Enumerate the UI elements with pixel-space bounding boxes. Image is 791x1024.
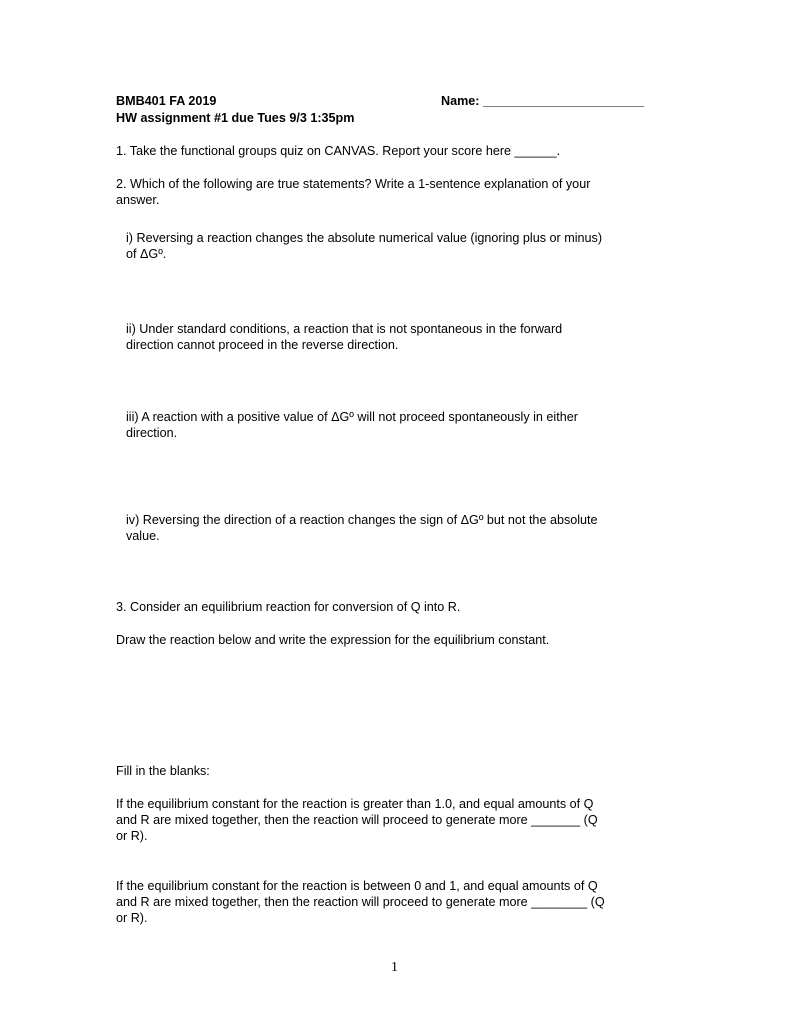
blank-a-line-2: and R are mixed together, then the reaction will proceed to generate more _______ (Q — [116, 813, 598, 827]
statement-iii-line-2: direction. — [126, 426, 178, 440]
statement-i-line-1: i) Reversing a reaction changes the absolute numerical value (ignoring plus or minus) — [126, 231, 603, 245]
blank-a-line-3: or R). — [116, 829, 148, 843]
blank-b-line-2: and R are mixed together, then the reaction will proceed to generate more ________ (Q — [116, 895, 605, 909]
statement-ii-line-1: ii) Under standard conditions, a reaction that is not spontaneous in the forward — [126, 322, 563, 336]
statement-iv-line-1: iv) Reversing the direction of a reaction changes the sign of ΔGº but not the absolute — [126, 513, 598, 527]
course-title: BMB401 FA 2019 — [116, 94, 217, 108]
name-field-label: Name: _______________________ — [441, 94, 645, 108]
assignment-title: HW assignment #1 due Tues 9/3 1:35pm — [116, 111, 355, 125]
statement-iii-line-1: iii) A reaction with a positive value of ΔGº will not proceed spontaneously in either — [126, 410, 578, 424]
question-3-intro: 3. Consider an equilibrium reaction for conversion of Q into R. — [116, 600, 461, 614]
fill-blanks-heading: Fill in the blanks: — [116, 764, 210, 778]
question-1: 1. Take the functional groups quiz on CANVAS. Report your score here ______. — [116, 144, 561, 158]
blank-b-line-3: or R). — [116, 911, 148, 925]
page-number: 1 — [391, 960, 398, 975]
blank-a-line-1: If the equilibrium constant for the reaction is greater than 1.0, and equal amounts of Q — [116, 797, 594, 811]
statement-ii-line-2: direction cannot proceed in the reverse direction. — [126, 338, 399, 352]
question-2-line-1: 2. Which of the following are true statements? Write a 1-sentence explanation of your — [116, 177, 591, 191]
statement-i-line-2: of ΔGº. — [126, 247, 167, 261]
statement-iv-line-2: value. — [126, 529, 160, 543]
question-3-draw-instruction: Draw the reaction below and write the expression for the equilibrium constant. — [116, 633, 550, 647]
blank-b-line-1: If the equilibrium constant for the reaction is between 0 and 1, and equal amounts of Q — [116, 879, 598, 893]
question-2-line-2: answer. — [116, 193, 160, 207]
